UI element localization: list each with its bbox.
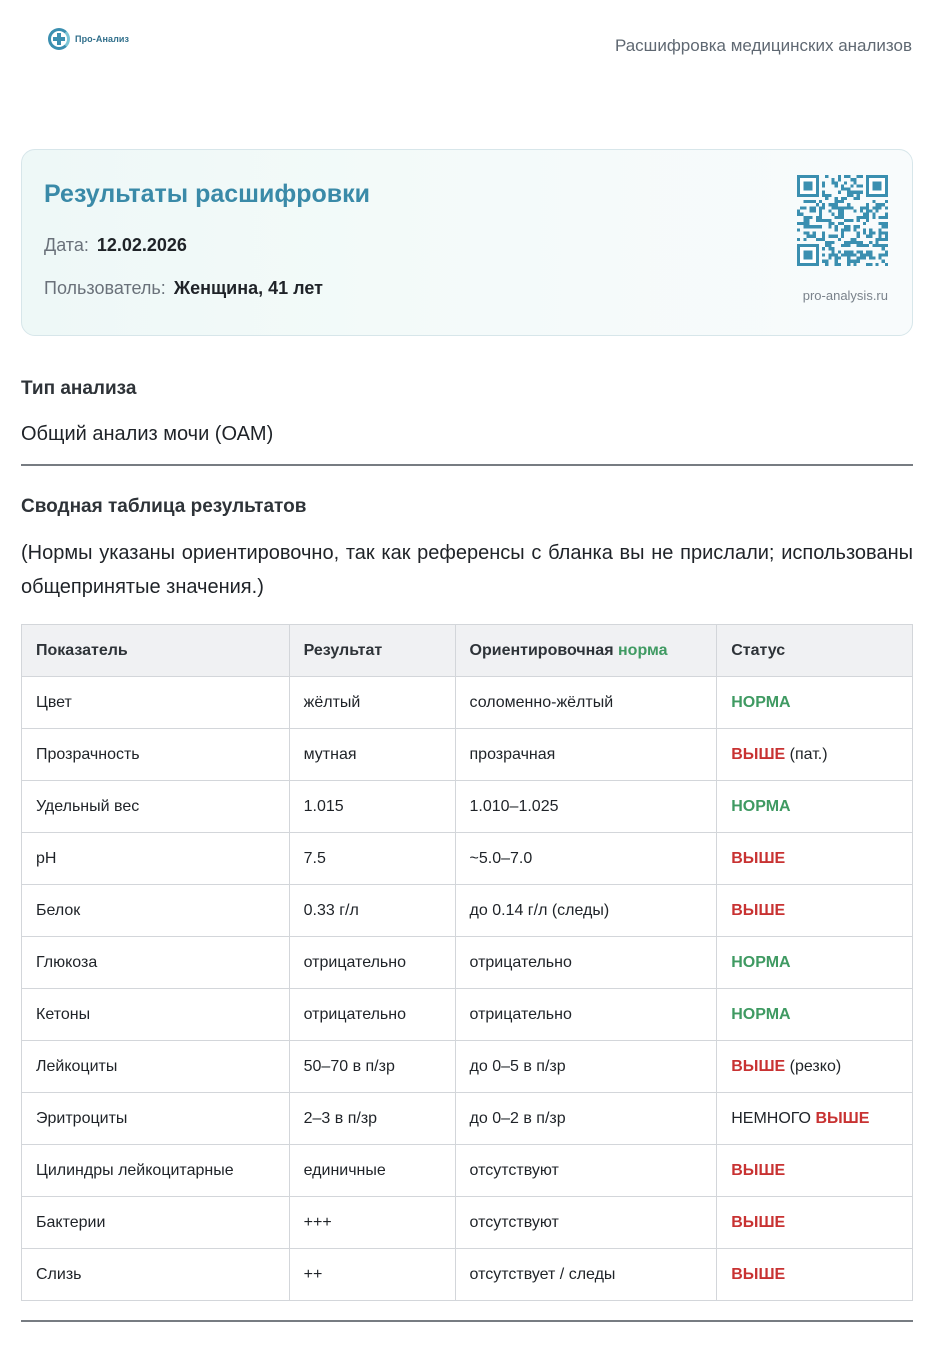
summary-heading: Сводная таблица результатов bbox=[21, 496, 307, 517]
cell-indicator: Цилиндры лейкоцитарные bbox=[22, 1145, 290, 1197]
table-row bbox=[22, 1249, 913, 1301]
status-badge: ВЫШЕ bbox=[731, 849, 786, 867]
cell-indicator: Бактерии bbox=[22, 1197, 290, 1249]
cell-status bbox=[717, 1093, 913, 1145]
cell-result: мутная bbox=[289, 729, 455, 781]
user-value: Женщина, 41 лет bbox=[173, 278, 323, 298]
cell-result: отрицательно bbox=[289, 937, 455, 989]
table-header-row bbox=[22, 625, 913, 677]
cell-status bbox=[717, 1145, 913, 1197]
cell-result: жёлтый bbox=[289, 677, 455, 729]
cell-norm: отсутствуют bbox=[455, 1197, 717, 1249]
cell-indicator: Кетоны bbox=[22, 989, 290, 1041]
cell-indicator: Удельный вес bbox=[22, 781, 290, 833]
cell-norm: ~5.0–7.0 bbox=[455, 833, 717, 885]
table-row bbox=[22, 1145, 913, 1197]
cell-indicator: Глюкоза bbox=[22, 937, 290, 989]
results-table-body bbox=[22, 677, 913, 1301]
cell-indicator: Лейкоциты bbox=[22, 1041, 290, 1093]
status-suffix: (пат.) bbox=[785, 745, 828, 763]
qr-code-icon[interactable] bbox=[797, 175, 888, 266]
results-card bbox=[21, 149, 913, 336]
status-suffix: (резко) bbox=[785, 1057, 842, 1075]
header-status: Статус bbox=[717, 625, 913, 677]
cell-status bbox=[717, 729, 913, 781]
cell-status bbox=[717, 781, 913, 833]
divider bbox=[21, 464, 913, 466]
cell-result: 2–3 в п/зр bbox=[289, 1093, 455, 1145]
header-title: Расшифровка медицинских анализов bbox=[614, 36, 912, 55]
header-norm-accent: норма bbox=[618, 641, 668, 659]
cell-status bbox=[717, 1197, 913, 1249]
cell-status bbox=[717, 989, 913, 1041]
table-row bbox=[22, 885, 913, 937]
header-norm-prefix: Ориентировочная bbox=[469, 641, 614, 659]
status-badge: НОРМА bbox=[731, 693, 791, 711]
medical-cross-logo-icon bbox=[48, 28, 70, 50]
status-badge: НОРМА bbox=[731, 953, 791, 971]
divider bbox=[21, 1320, 913, 1322]
cell-norm: прозрачная bbox=[455, 729, 717, 781]
analysis-type-value: Общий анализ мочи (ОАМ) bbox=[21, 423, 274, 445]
cell-status bbox=[717, 937, 913, 989]
cell-indicator: pH bbox=[22, 833, 290, 885]
user-row bbox=[44, 278, 323, 299]
cell-norm: отсутствуют bbox=[455, 1145, 717, 1197]
cell-norm: отсутствует / следы bbox=[455, 1249, 717, 1301]
cell-norm: 1.010–1.025 bbox=[455, 781, 717, 833]
status-badge: ВЫШЕ bbox=[731, 745, 786, 763]
table-row bbox=[22, 729, 913, 781]
cell-indicator: Белок bbox=[22, 885, 290, 937]
table-row bbox=[22, 1041, 913, 1093]
header-result: Результат bbox=[289, 625, 455, 677]
analysis-type-heading: Тип анализа bbox=[21, 378, 137, 399]
status-badge: ВЫШЕ bbox=[731, 1057, 786, 1075]
cell-indicator: Эритроциты bbox=[22, 1093, 290, 1145]
cell-status bbox=[717, 677, 913, 729]
status-badge: ВЫШЕ bbox=[731, 1161, 786, 1179]
page-header bbox=[0, 0, 938, 90]
table-row bbox=[22, 1197, 913, 1249]
status-badge: НОРМА bbox=[731, 797, 791, 815]
table-row bbox=[22, 833, 913, 885]
table-row bbox=[22, 989, 913, 1041]
cell-result: отрицательно bbox=[289, 989, 455, 1041]
logo[interactable] bbox=[48, 28, 129, 50]
date-label: Дата: bbox=[44, 235, 89, 255]
date-row bbox=[44, 235, 187, 256]
cell-status bbox=[717, 1249, 913, 1301]
cell-indicator: Слизь bbox=[22, 1249, 290, 1301]
status-prefix: НЕМНОГО bbox=[731, 1109, 816, 1127]
logo-text: Про-Анализ bbox=[75, 34, 130, 44]
cell-result: 50–70 в п/зр bbox=[289, 1041, 455, 1093]
cell-norm: соломенно-жёлтый bbox=[455, 677, 717, 729]
status-badge: НОРМА bbox=[731, 1005, 791, 1023]
cell-indicator: Цвет bbox=[22, 677, 290, 729]
date-value: 12.02.2026 bbox=[96, 235, 187, 255]
table-row bbox=[22, 781, 913, 833]
cell-result: 7.5 bbox=[289, 833, 455, 885]
cell-indicator: Прозрачность bbox=[22, 729, 290, 781]
status-badge: ВЫШЕ bbox=[731, 1265, 786, 1283]
status-badge: ВЫШЕ bbox=[731, 901, 786, 919]
cell-norm: до 0–5 в п/зр bbox=[455, 1041, 717, 1093]
cell-result: ++ bbox=[289, 1249, 455, 1301]
table-row bbox=[22, 937, 913, 989]
cell-norm: до 0.14 г/л (следы) bbox=[455, 885, 717, 937]
status-badge: ВЫШЕ bbox=[731, 1213, 786, 1231]
cell-norm: до 0–2 в п/зр bbox=[455, 1093, 717, 1145]
cell-result: 0.33 г/л bbox=[289, 885, 455, 937]
cell-result: +++ bbox=[289, 1197, 455, 1249]
cell-result: 1.015 bbox=[289, 781, 455, 833]
results-table bbox=[21, 624, 913, 1301]
header-indicator: Показатель bbox=[22, 625, 290, 677]
status-badge: ВЫШЕ bbox=[815, 1109, 870, 1127]
qr-caption: pro-analysis.ru bbox=[802, 288, 888, 303]
cell-status bbox=[717, 833, 913, 885]
cell-result: единичные bbox=[289, 1145, 455, 1197]
cell-norm: отрицательно bbox=[455, 989, 717, 1041]
norms-note: (Нормы указаны ориентировочно, так как референсы с бланка вы не прислали; использованы общепринятые значения.) bbox=[21, 542, 913, 598]
results-title: Результаты расшифровки bbox=[44, 180, 371, 208]
cell-norm: отрицательно bbox=[455, 937, 717, 989]
header-norm bbox=[455, 625, 717, 677]
cell-status bbox=[717, 1041, 913, 1093]
user-label: Пользователь: bbox=[44, 278, 166, 298]
cell-status bbox=[717, 885, 913, 937]
table-row bbox=[22, 677, 913, 729]
table-row bbox=[22, 1093, 913, 1145]
